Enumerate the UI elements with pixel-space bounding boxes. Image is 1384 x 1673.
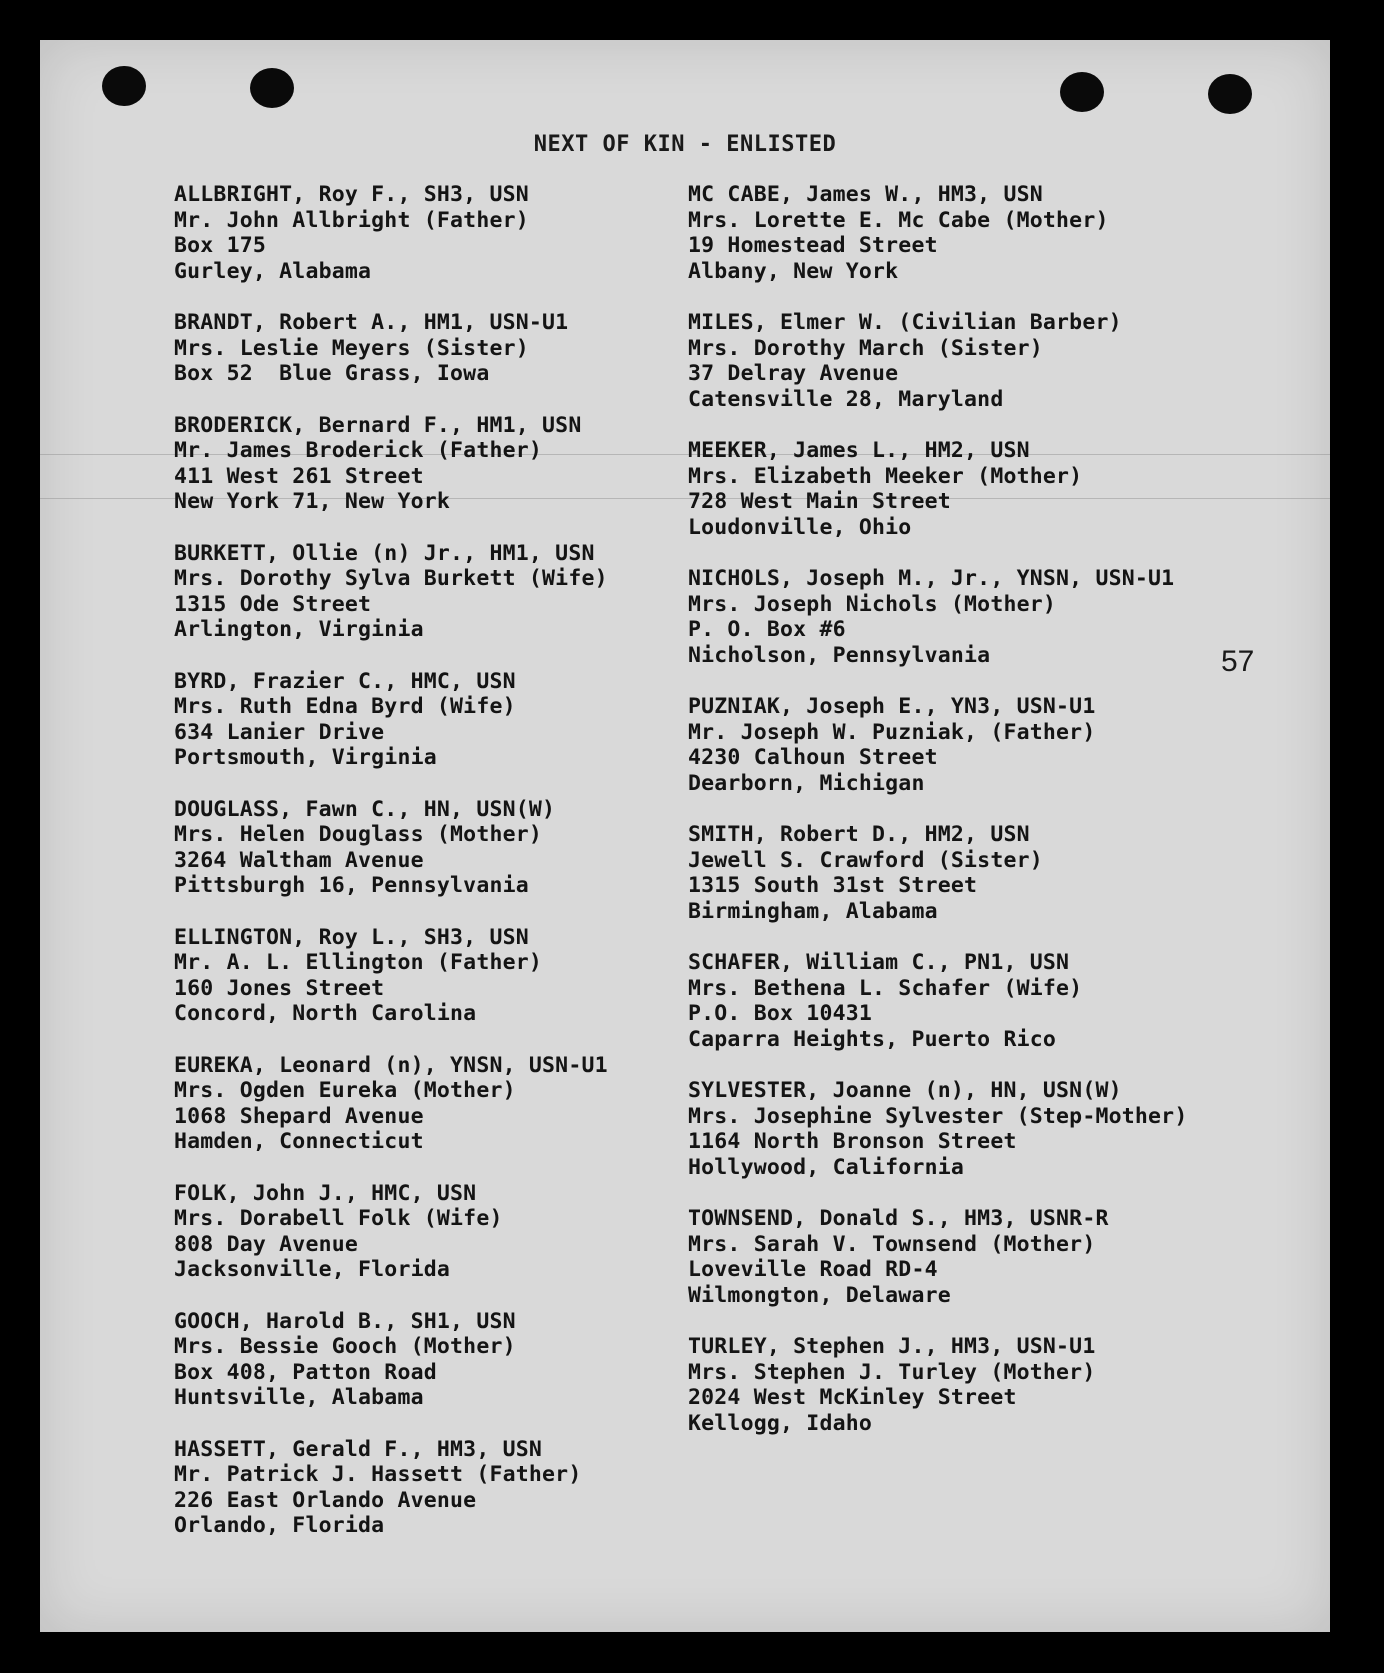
punch-hole — [1060, 72, 1104, 112]
kin-entry — [174, 925, 734, 1027]
entry-address-line: Hamden, Connecticut — [174, 1129, 424, 1154]
entry-name-line: NICHOLS, Joseph M., Jr., YNSN, USN-U1 — [688, 566, 1175, 591]
entry-address-line: 160 Jones Street — [174, 975, 385, 1001]
entry-address-line: P. O. Box #6 — [688, 617, 846, 642]
entry-address-line: Mr. Joseph W. Puzniak, (Father) — [688, 719, 1096, 745]
entry-name-line: FOLK, John J., HMC, USN — [174, 1180, 477, 1206]
entry-address-line: Jacksonville, Florida — [174, 1257, 451, 1282]
kin-entry — [174, 1437, 734, 1539]
entry-address-line: 411 West 261 Street — [174, 463, 424, 489]
entry-address-line: Mrs. Stephen J. Turley (Mother) — [688, 1359, 1096, 1385]
entry-address-line: Mrs. Joseph Nichols (Mother) — [688, 591, 1057, 617]
kin-entry — [688, 1078, 1248, 1180]
entry-address-line: Wilmongton, Delaware — [688, 1282, 951, 1308]
entry-address-line: Mrs. Josephine Sylvester (Step-Mother) — [688, 1103, 1188, 1129]
entry-address-line: Mrs. Ruth Edna Byrd (Wife) — [174, 694, 516, 719]
page-number: 57 — [1221, 645, 1255, 678]
entry-address-line: Mrs. Dorabell Folk (Wife) — [174, 1206, 503, 1231]
entry-address-line: 1315 South 31st Street — [688, 873, 978, 898]
entry-address-line: Mrs. Elizabeth Meeker (Mother) — [688, 463, 1083, 489]
entry-address-line: Box 52 Blue Grass, Iowa — [174, 361, 490, 386]
entry-address-line: Mrs. Sarah V. Townsend (Mother) — [688, 1231, 1096, 1257]
punch-hole — [102, 66, 146, 106]
entry-address-line: 19 Homestead Street — [688, 233, 938, 258]
kin-entry — [688, 694, 1248, 796]
document-title: NEXT OF KIN - ENLISTED — [533, 132, 837, 157]
entry-address-line: Mr. A. L. Ellington (Father) — [174, 950, 543, 975]
entry-address-line: Mrs. Dorothy Sylva Burkett (Wife) — [174, 566, 608, 591]
entry-address-line: 634 Lanier Drive — [174, 719, 385, 745]
entry-address-line: 808 Day Avenue — [174, 1231, 359, 1257]
entry-address-line: Jewell S. Crawford (Sister) — [688, 847, 1043, 873]
entry-name-line: BRODERICK, Bernard F., HM1, USN — [174, 412, 582, 438]
kin-entry — [688, 1206, 1248, 1308]
entry-address-line: 1164 North Bronson Street — [688, 1129, 1017, 1154]
kin-entry — [174, 310, 734, 387]
entry-name-line: HASSETT, Gerald F., HM3, USN — [174, 1436, 543, 1462]
entry-address-line: Box 175 — [174, 233, 267, 258]
entry-name-line: TURLEY, Stephen J., HM3, USN-U1 — [688, 1334, 1096, 1359]
entry-address-line: Arlington, Virginia — [174, 617, 424, 642]
punch-hole — [250, 68, 294, 108]
kin-entry — [174, 1053, 734, 1155]
entry-address-line: Mr. Patrick J. Hassett (Father) — [174, 1462, 582, 1487]
entry-address-line: P.O. Box 10431 — [688, 1001, 873, 1026]
entry-address-line: 1315 Ode Street — [174, 591, 372, 617]
kin-entry — [688, 950, 1248, 1052]
kin-entry — [174, 541, 734, 643]
entry-address-line: 2024 West McKinley Street — [688, 1385, 1017, 1410]
entry-address-line: Hollywood, California — [688, 1154, 965, 1180]
entry-address-line: Pittsburgh 16, Pennsylvania — [174, 873, 529, 898]
kin-entry — [174, 182, 734, 284]
entry-address-line: Orlando, Florida — [174, 1513, 385, 1538]
entry-name-line: BURKETT, Ollie (n) Jr., HM1, USN — [174, 540, 595, 566]
entry-name-line: EUREKA, Leonard (n), YNSN, USN-U1 — [174, 1052, 608, 1078]
kin-entry — [688, 566, 1248, 668]
entry-name-line: DOUGLASS, Fawn C., HN, USN(W) — [174, 796, 556, 822]
entry-address-line: Mrs. Ogden Eureka (Mother) — [174, 1078, 516, 1103]
entry-address-line: Mr. James Broderick (Father) — [174, 438, 543, 463]
kin-entry — [174, 797, 734, 899]
kin-entry — [688, 182, 1248, 284]
kin-entry — [174, 669, 734, 771]
entry-address-line: Mrs. Dorothy March (Sister) — [688, 335, 1043, 361]
entry-address-line: 728 West Main Street — [688, 489, 951, 514]
entry-address-line: Loudonville, Ohio — [688, 514, 912, 540]
entry-address-line: Mrs. Bessie Gooch (Mother) — [174, 1334, 516, 1359]
entry-name-line: BYRD, Frazier C., HMC, USN — [174, 668, 516, 694]
entry-address-line: New York 71, New York — [174, 489, 451, 514]
entry-address-line: 37 Delray Avenue — [688, 361, 899, 386]
entry-address-line: Huntsville, Alabama — [174, 1385, 424, 1410]
entry-address-line: 3264 Waltham Avenue — [174, 847, 424, 873]
entry-address-line: Mr. John Allbright (Father) — [174, 207, 529, 233]
entry-name-line: BRANDT, Robert A., HM1, USN-U1 — [174, 310, 569, 335]
entry-address-line: Loveville Road RD-4 — [688, 1257, 938, 1282]
entry-address-line: Dearborn, Michigan — [688, 770, 925, 796]
document-page — [40, 40, 1330, 1632]
entry-address-line: Catensville 28, Maryland — [688, 386, 1004, 412]
entry-name-line: ELLINGTON, Roy L., SH3, USN — [174, 924, 529, 950]
entry-name-line: GOOCH, Harold B., SH1, USN — [174, 1308, 516, 1334]
entry-name-line: TOWNSEND, Donald S., HM3, USNR-R — [688, 1206, 1109, 1231]
kin-entry — [688, 310, 1248, 412]
entry-name-line: MILES, Elmer W. (Civilian Barber) — [688, 310, 1122, 335]
entry-address-line: Mrs. Helen Douglass (Mother) — [174, 822, 543, 847]
entry-address-line: Mrs. Lorette E. Mc Cabe (Mother) — [688, 207, 1109, 233]
kin-entry — [174, 1181, 734, 1283]
entry-name-line: ALLBRIGHT, Roy F., SH3, USN — [174, 182, 529, 207]
entry-address-line: Kellogg, Idaho — [688, 1410, 873, 1436]
kin-entry — [688, 822, 1248, 924]
entry-name-line: MEEKER, James L., HM2, USN — [688, 438, 1030, 463]
punch-hole — [1208, 74, 1252, 114]
entry-name-line: SMITH, Robert D., HM2, USN — [688, 822, 1030, 847]
entry-address-line: 226 East Orlando Avenue — [174, 1487, 477, 1513]
entry-address-line: Concord, North Carolina — [174, 1001, 477, 1026]
entry-name-line: SYLVESTER, Joanne (n), HN, USN(W) — [688, 1078, 1122, 1103]
kin-entry — [688, 438, 1248, 540]
entry-address-line: 4230 Calhoun Street — [688, 745, 938, 770]
entry-address-line: Mrs. Leslie Meyers (Sister) — [174, 335, 529, 361]
entry-address-line: Box 408, Patton Road — [174, 1359, 437, 1385]
entry-address-line: Nicholson, Pennsylvania — [688, 642, 991, 668]
entry-address-line: Mrs. Bethena L. Schafer (Wife) — [688, 975, 1083, 1001]
kin-entry — [688, 1334, 1248, 1436]
entry-address-line: 1068 Shepard Avenue — [174, 1103, 424, 1129]
entry-address-line: Gurley, Alabama — [174, 258, 372, 284]
right-column — [688, 182, 1248, 1462]
left-column — [174, 182, 734, 1565]
entry-name-line: PUZNIAK, Joseph E., YN3, USN-U1 — [688, 694, 1096, 719]
kin-entry — [174, 413, 734, 515]
entry-name-line: MC CABE, James W., HM3, USN — [688, 182, 1043, 207]
entry-address-line: Caparra Heights, Puerto Rico — [688, 1026, 1057, 1052]
entry-address-line: Portsmouth, Virginia — [174, 745, 437, 770]
entry-address-line: Albany, New York — [688, 258, 899, 284]
entry-name-line: SCHAFER, William C., PN1, USN — [688, 950, 1070, 975]
entry-address-line: Birmingham, Alabama — [688, 898, 938, 924]
kin-entry — [174, 1309, 734, 1411]
